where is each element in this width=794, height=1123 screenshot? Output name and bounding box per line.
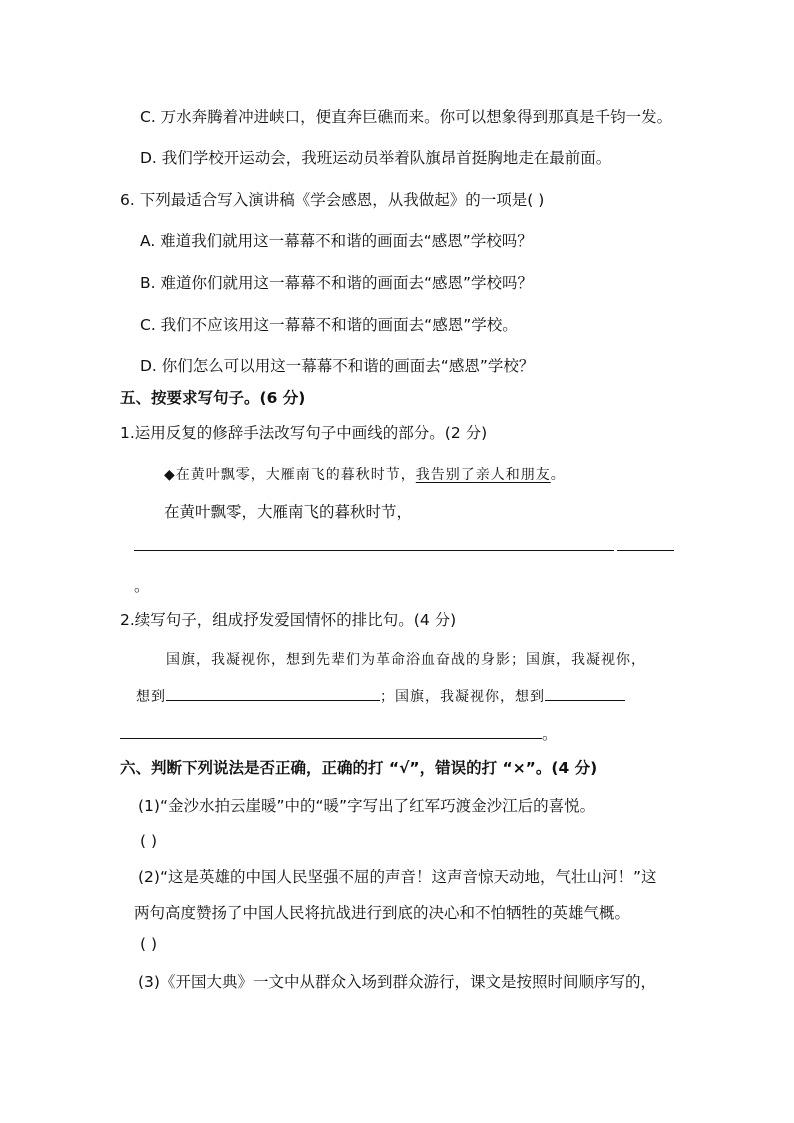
section6-item1: (1)“金沙水拍云崖暖”中的“暖”字写出了红军巧渡金沙江后的喜悦。: [138, 797, 596, 815]
q6-option-a: A. 难道我们就用这一幕幕不和谐的画面去“感恩”学校吗？: [140, 232, 533, 250]
q5-option-c: C. 万水奔腾着冲进峡口，便直奔巨礁而来。你可以想象得到那真是千钧一发。: [140, 108, 673, 126]
answer-blank-2c[interactable]: [120, 738, 542, 739]
q5-option-d: D. 我们学校开运动会，我班运动员举着队旗昂首挺胸地走在最前面。: [140, 149, 612, 167]
example-underlined: 我告别了亲人和朋友: [415, 467, 551, 483]
section6-paren1: ( ): [140, 832, 158, 850]
section6-paren2: ( ): [140, 935, 158, 953]
example-suffix: 。: [550, 467, 566, 483]
section5-item2-end-mark: 。: [542, 725, 558, 743]
q6-option-b: B. 难道你们就用这一幕幕不和谐的画面去“感恩”学校吗？: [140, 274, 534, 292]
section5-item1-prompt: 1.运用反复的修辞手法改写句子中画线的部分。(2 分): [120, 424, 488, 442]
line2-mid: ；国旗，我凝视你，想到: [380, 689, 545, 705]
section5-item1-rewrite-start: 在黄叶飘零，大雁南飞的暮秋时节，: [164, 503, 413, 521]
section6-item2-line2: 两句高度赞扬了中国人民将抗战进行到底的决心和不怕牺牲的英雄气概。: [134, 904, 631, 922]
section6-item3: (3)《开国大典》一文中从群众入场到群众游行，课文是按照时间顺序写的，: [138, 973, 656, 991]
q6-option-d: D. 你们怎么可以用这一幕幕不和谐的画面去“感恩”学校？: [140, 357, 535, 375]
line2-lead: 想到: [136, 689, 166, 705]
answer-blank-1a[interactable]: [134, 550, 614, 551]
answer-blank-2b[interactable]: [545, 686, 625, 701]
q6-question: 6. 下列最适合写入演讲稿《学会感恩，从我做起》的一项是( ): [120, 191, 545, 209]
section5-title: 五、按要求写句子。(6 分): [120, 389, 306, 407]
answer-blank-1b[interactable]: [617, 550, 674, 551]
section6-item2-line1: (2)“这是英雄的中国人民坚强不屈的声音！这声音惊天动地，气壮山河！”这: [138, 868, 657, 886]
section6-title: 六、判断下列说法是否正确，正确的打 “√”，错误的打 “×”。(4 分): [120, 759, 598, 777]
section5-item2-line2: [136, 686, 625, 707]
section5-item1-end-mark: 。: [134, 577, 150, 595]
example-prefix: ◆在黄叶飘零，大雁南飞的暮秋时节，: [164, 467, 416, 483]
section5-item2-prompt: 2.续写句子，组成抒发爱国情怀的排比句。(4 分): [120, 611, 457, 629]
section5-item1-example: [164, 465, 566, 485]
q6-option-c: C. 我们不应该用这一幕幕不和谐的画面去“感恩”学校。: [140, 316, 518, 334]
answer-blank-2a[interactable]: [166, 686, 380, 701]
section5-item2-line1: 国旗，我凝视你，想到先辈们为革命浴血奋战的身影；国旗，我凝视你，: [166, 652, 646, 668]
